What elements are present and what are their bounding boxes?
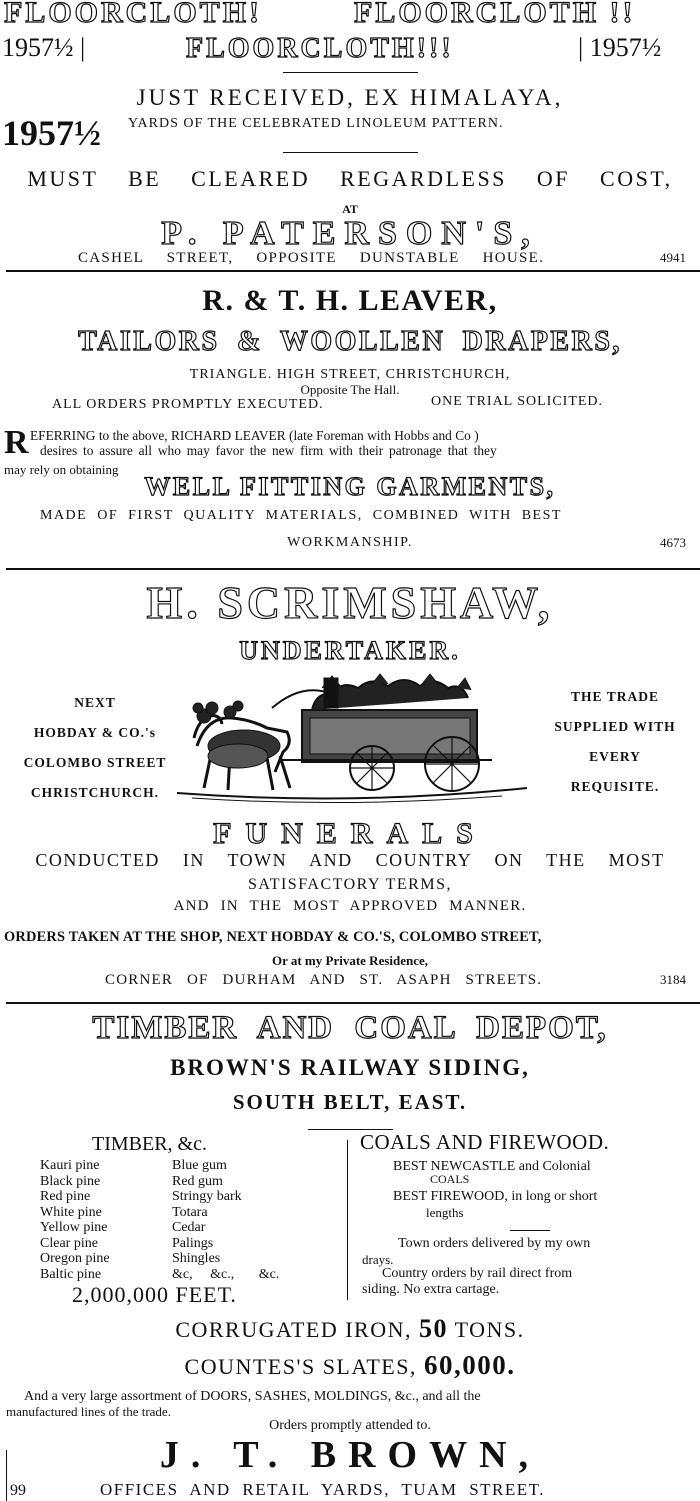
ad-ref: 4941: [660, 250, 686, 265]
leaver-trade: TAILORS & WOOLLEN DRAPERS,: [78, 326, 622, 357]
paterson-address: CASHEL STREET, OPPOSITE DUNSTABLE HOUSE.: [78, 250, 545, 266]
leaver-address: TRIANGLE. HIGH STREET, CHRISTCHURCH,: [189, 367, 511, 382]
assortment-line: And a very large assortment of DOORS, SASHES, MOLDINGS, &c., and all the: [24, 1389, 481, 1404]
town-orders-2: drays.: [362, 1252, 394, 1267]
country-orders-2: siding. No extra cartage.: [362, 1282, 500, 1297]
railway-siding: BROWN'S RAILWAY SIDING,: [170, 1055, 530, 1080]
assortment-line-2: manufactured lines of the trade.: [6, 1404, 171, 1419]
brown-name: J. T. BROWN,: [159, 1434, 541, 1476]
big-yardage: 1957½: [2, 113, 101, 153]
coal-line-2: BEST FIREWOOD, in long or short: [393, 1189, 598, 1204]
funerals-heading: FUNERALS: [213, 817, 487, 850]
timber-list-1: Kauri pine Black pine Red pine White pine Yellow pine Clear pine Oregon pine Baltic pine: [40, 1158, 110, 1282]
scrimshaw-trade-supply: THE TRADE SUPPLIED WITH EVERY REQUISITE.: [554, 689, 676, 794]
coal-line-2b: lengths: [426, 1205, 464, 1220]
south-belt: SOUTH BELT, EAST.: [232, 1090, 468, 1114]
scrimshaw-corner: CORNER OF DURHAM AND ST. ASAPH STREETS.: [105, 972, 543, 988]
hearse-engraving: [172, 668, 532, 808]
brown-offices: OFFICES AND RETAIL YARDS, TUAM STREET.: [100, 1480, 546, 1499]
cleared-line: MUST BE CLEARED REGARDLESS OF COST,: [27, 166, 673, 191]
leaver-para-1: EFERRING to the above, RICHARD LEAVER (late Foreman with Hobbs and Co ): [30, 428, 479, 443]
town-orders: Town orders delivered by my own: [398, 1236, 591, 1251]
iron-line: CORRUGATED IRON, 50 TONS.: [175, 1314, 525, 1343]
country-orders: Country orders by rail direct from: [382, 1266, 573, 1281]
just-received: JUST RECEIVED, EX HIMALAYA,: [136, 85, 564, 110]
coal-heading: COALS AND FIREWOOD.: [360, 1130, 610, 1154]
leaver-materials: MADE OF FIRST QUALITY MATERIALS, COMBINED WITH BEST: [40, 508, 562, 523]
timber-heading: TIMBER, &c.: [92, 1133, 207, 1155]
ad-ref: 99: [10, 1482, 26, 1499]
scrimshaw-location-lines: NEXT HOBDAY & CO.'s COLOMBO STREET CHRISTCHURCH.: [23, 695, 167, 800]
scrimshaw-name: H. SCRIMSHAW,: [146, 577, 554, 628]
ad-ref: 4673: [660, 535, 686, 550]
paterson-name: P. PATERSON'S,: [161, 215, 539, 252]
leaver-trial: ONE TRIAL SOLICITED.: [431, 394, 604, 409]
section-rule: [6, 568, 700, 570]
yardage-left: 1957½ |: [2, 33, 86, 62]
orders-taken: ORDERS TAKEN AT THE SHOP, NEXT HOBDAY & CO.'S, COLOMBO STREET,: [4, 929, 542, 945]
coal-line-1: BEST NEWCASTLE and Colonial: [393, 1159, 591, 1174]
leaver-opposite: Opposite The Hall.: [300, 382, 400, 397]
scrimshaw-trade: UNDERTAKER.: [239, 636, 461, 665]
linoleum-line: YARDS OF THE CELEBRATED LINOLEUM PATTERN.: [128, 116, 504, 131]
section-rule: [6, 270, 700, 272]
timber-title: TIMBER AND COAL DEPOT,: [92, 1010, 608, 1046]
timber-list-2: Blue gum Red gum Stringy bark Totara Cedar Palings Shingles &c, &c., &c.: [172, 1158, 280, 1282]
funerals-manner: AND IN THE MOST APPROVED MANNER.: [173, 898, 527, 914]
left-margin-rule: [6, 1450, 7, 1501]
funerals-terms: SATISFACTORY TERMS,: [248, 876, 452, 893]
leaver-para-3: may rely on obtaining: [4, 462, 119, 477]
timber-feet: 2,000,000 FEET.: [72, 1282, 237, 1307]
coal-line-1b: COALS: [430, 1172, 470, 1186]
ad-ref: 3184: [660, 972, 686, 987]
divider: [283, 72, 418, 73]
leaver-name: R. & T. H. LEAVER,: [202, 284, 498, 317]
leaver-para-2: desires to assure all who may favor the new firm with their patronage that they: [40, 443, 497, 458]
slates-line: COUNTES'S SLATES, 60,000.: [184, 1350, 516, 1380]
divider: [510, 1230, 550, 1231]
leaver-orders: ALL ORDERS PROMPTLY EXECUTED.: [52, 397, 324, 412]
well-fitting: WELL FITTING GARMENTS,: [144, 472, 556, 501]
floorcloth-heading-1: FLOORCLOTH!: [4, 0, 263, 29]
orders-prompt: Orders promptly attended to.: [269, 1418, 431, 1433]
divider: [283, 152, 418, 153]
private-residence: Or at my Private Residence,: [271, 953, 429, 968]
floorcloth-heading-2: FLOORCLOTH !!: [354, 0, 636, 29]
drop-cap: R: [4, 424, 29, 461]
yardage-right: | 1957½: [578, 33, 662, 62]
floorcloth-heading-3: FLOORCLOTH!!!: [186, 33, 454, 64]
funerals-conducted: CONDUCTED IN TOWN AND COUNTRY ON THE MOST: [35, 850, 665, 870]
at-label: AT: [342, 202, 358, 216]
section-rule: [6, 1002, 700, 1004]
leaver-workmanship: WORKMANSHIP.: [287, 535, 413, 550]
column-divider: [347, 1140, 348, 1300]
horse-icon: [194, 716, 290, 790]
